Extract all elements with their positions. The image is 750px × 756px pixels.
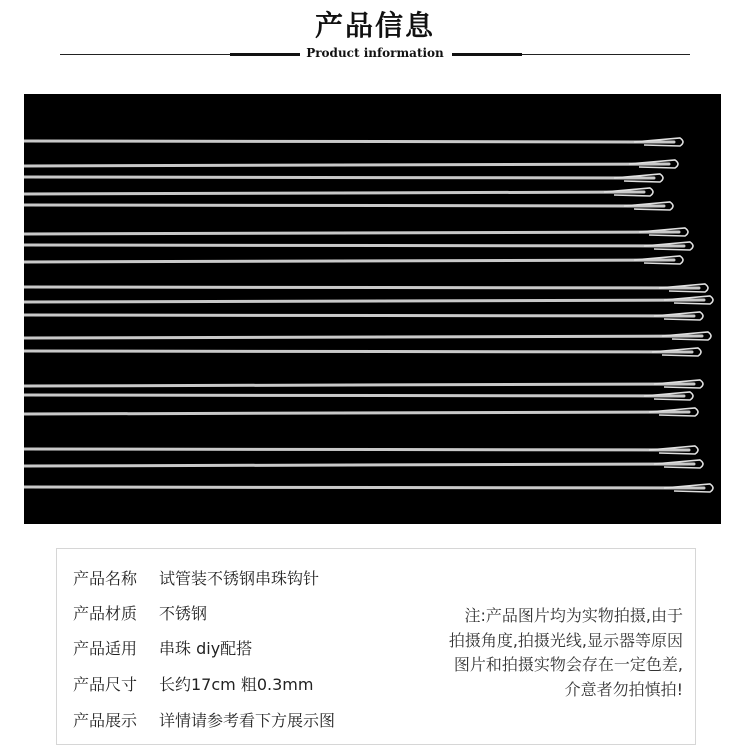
needle (24, 228, 688, 236)
info-key: 产品展示 (73, 711, 138, 730)
needle (24, 380, 703, 388)
needle (24, 332, 711, 340)
needle (24, 174, 663, 182)
product-photo (24, 94, 721, 524)
info-key: 产品适用 (73, 639, 138, 658)
subtitle-row (60, 44, 690, 66)
page-subtitle: Product information (306, 46, 444, 60)
info-key: 产品名称 (73, 569, 138, 588)
note-line: 图片和拍摄实物会存在一定色差, (453, 655, 683, 674)
info-value: 试管装不锈钢串珠钩针 (159, 569, 320, 588)
needle (24, 284, 708, 292)
needle (24, 484, 713, 492)
product-info-box (56, 548, 696, 745)
needle (24, 296, 713, 304)
info-value: 串珠 diy配搭 (159, 639, 253, 658)
info-value: 详情请参考看下方展示图 (159, 711, 336, 730)
needle (24, 138, 683, 146)
info-row-usage (73, 636, 252, 659)
needle (24, 460, 703, 468)
needle (24, 312, 703, 320)
info-value: 不锈钢 (159, 604, 208, 623)
info-row-name (73, 566, 319, 589)
note-line: 介意者勿拍慎拍! (564, 679, 683, 699)
needles-illustration (24, 94, 721, 524)
needle (24, 256, 683, 264)
info-row-display (73, 708, 335, 731)
needle (24, 392, 693, 400)
page-title: 产品信息 (314, 9, 435, 42)
needle (24, 408, 698, 416)
note-line: 拍摄角度,拍摄光线,显示器等原因 (448, 630, 683, 650)
needle (24, 446, 698, 454)
info-key: 产品材质 (73, 604, 138, 623)
info-row-material (73, 601, 207, 624)
needle (24, 242, 693, 250)
info-value: 长约17cm 粗0.3mm (159, 675, 314, 694)
info-key: 产品尺寸 (73, 675, 138, 694)
needle (24, 348, 701, 356)
needle (24, 188, 653, 196)
info-row-size (73, 672, 313, 695)
note-line: 注:产品图片均为实物拍摄,由于 (464, 606, 683, 625)
needle (24, 202, 673, 210)
needle (24, 160, 678, 168)
color-disclaimer-note (413, 604, 683, 702)
